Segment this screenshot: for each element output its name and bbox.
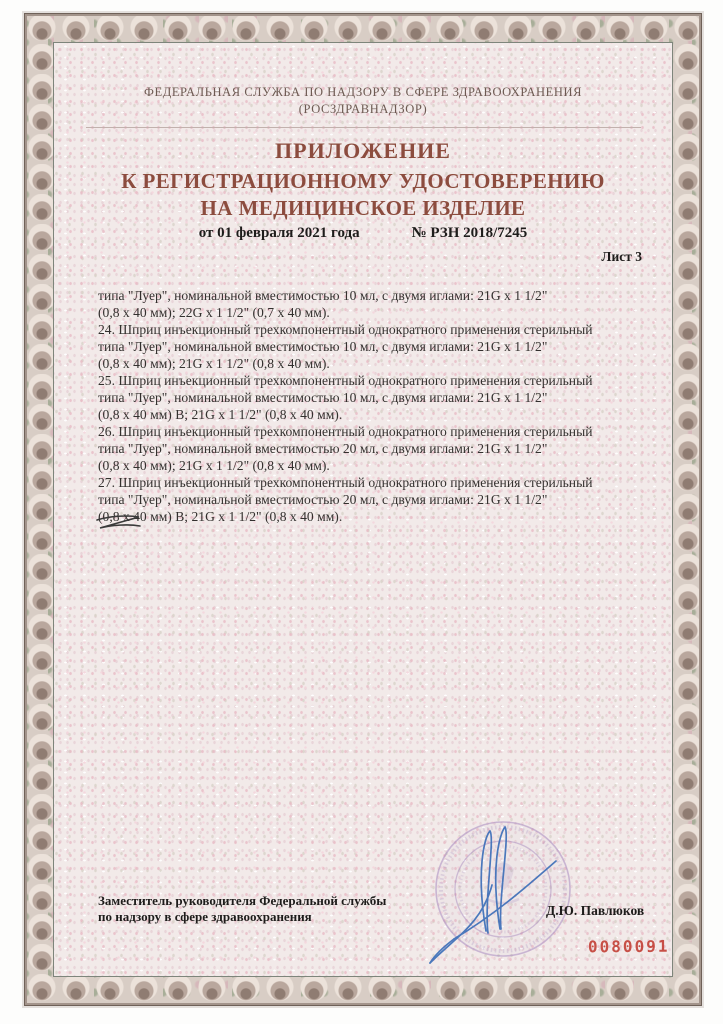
body-line: типа "Луер", номинальной вместимостью 10 мл, с двумя иглами: 21G x 1 1/2" xyxy=(98,339,548,354)
body-line: 26. Шприц инъекционный трехкомпонентный однократного применения стерильный xyxy=(98,424,593,439)
handwritten-signature-icon xyxy=(426,807,562,967)
body-line: 24. Шприц инъекционный трехкомпонентный однократного применения стерильный xyxy=(98,322,593,337)
registration-number: № РЗН 2018/7245 xyxy=(411,225,528,241)
title-line-2: К РЕГИСТРАЦИОННОМУ УДОСТОВЕРЕНИЮ xyxy=(121,169,605,193)
body-line: (0,8 x 40 мм) В; 21G x 1 1/2" (0,8 x 40 мм). xyxy=(98,407,343,422)
items-text xyxy=(98,287,664,525)
body-line: типа "Луер", номинальной вместимостью 10 мл, с двумя иглами: 21G x 1 1/2" xyxy=(98,390,548,405)
body-line: 27. Шприц инъекционный трехкомпонентный однократного применения стерильный xyxy=(98,475,593,490)
agency-short-name: (РОСЗДРАВНАДЗОР) xyxy=(298,102,428,116)
title-line-1: ПРИЛОЖЕНИЕ xyxy=(275,138,451,163)
body-line: типа "Луер", номинальной вместимостью 20 мл, с двумя иглами: 21G x 1 1/2" xyxy=(98,492,548,507)
z-closing-mark-icon xyxy=(94,513,146,537)
body-line: типа "Луер", номинальной вместимостью 20 мл, с двумя иглами: 21G x 1 1/2" xyxy=(98,441,548,456)
guilloche-border xyxy=(25,14,701,1005)
body-line: типа "Луер", номинальной вместимостью 10 мл, с двумя иглами: 21G x 1 1/2" xyxy=(98,288,548,303)
document-paper xyxy=(53,42,673,977)
serial-number: 0080091 xyxy=(587,936,670,957)
agency-name: ФЕДЕРАЛЬНАЯ СЛУЖБА ПО НАДЗОРУ В СФЕРЕ ЗДРАВООХРАНЕНИЯ xyxy=(143,85,583,99)
signer-position-line-1: Заместитель руководителя Федеральной службы xyxy=(98,893,387,908)
signer-name: Д.Ю. Павлюков xyxy=(546,903,645,918)
agency-header xyxy=(54,85,672,117)
signer-position xyxy=(98,893,386,925)
registration-meta xyxy=(54,225,672,242)
title-line-3: НА МЕДИЦИНСКОЕ ИЗДЕЛИЕ xyxy=(200,196,526,220)
body-line: (0,8 x 40 мм); 22G x 1 1/2" (0,7 x 40 мм). xyxy=(98,305,330,320)
body-line: (0,8 x 40 мм); 21G x 1 1/2" (0,8 x 40 мм). xyxy=(98,356,330,371)
body-line: (0,8 x 40 мм) В; 21G x 1 1/2" (0,8 x 40 мм). xyxy=(98,509,343,524)
header-divider xyxy=(86,127,641,128)
document-title xyxy=(54,138,672,221)
body-line: 25. Шприц инъекционный трехкомпонентный однократного применения стерильный xyxy=(98,373,593,388)
sheet-number: Лист 3 xyxy=(601,249,642,264)
signer-position-line-2: по надзору в сфере здравоохранения xyxy=(98,909,312,924)
registration-date: от 01 февраля 2021 года xyxy=(198,225,360,241)
body-line: (0,8 x 40 мм); 21G x 1 1/2" (0,8 x 40 мм). xyxy=(98,458,330,473)
